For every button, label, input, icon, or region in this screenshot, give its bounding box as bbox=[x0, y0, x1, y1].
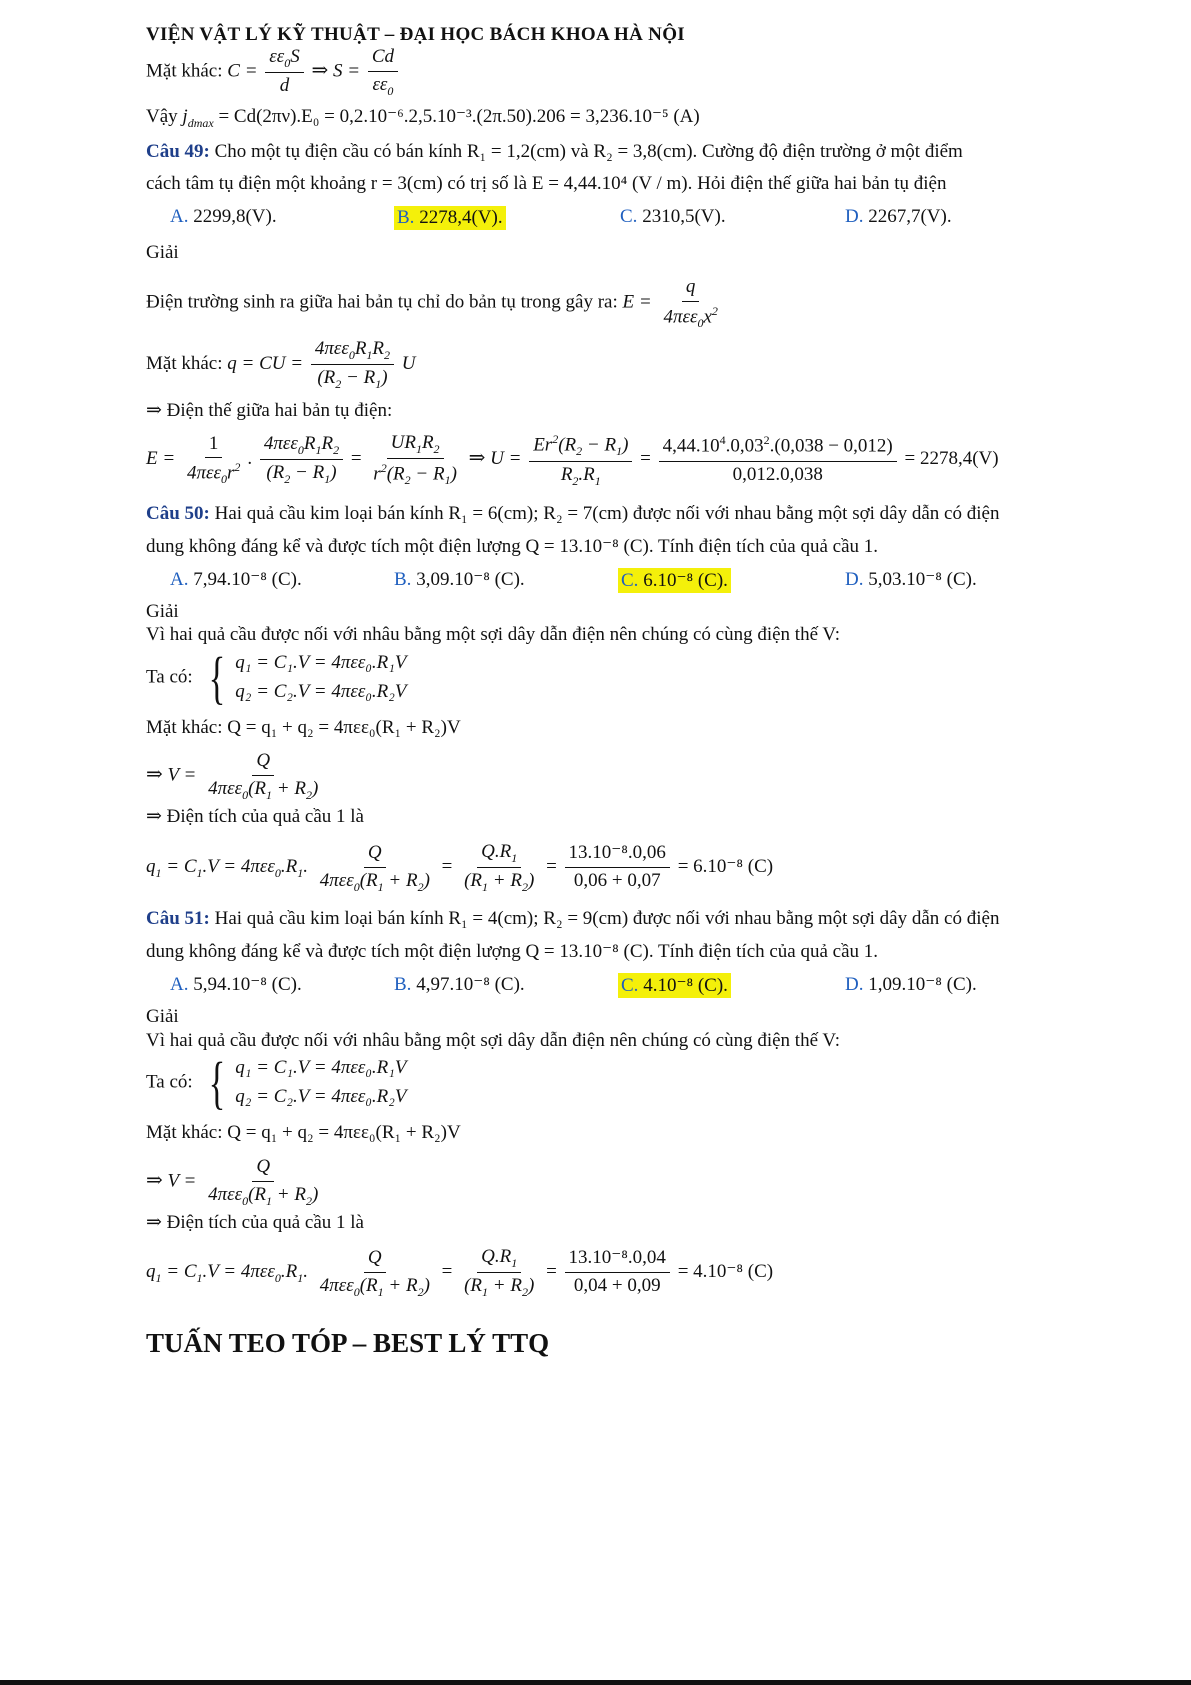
q51-system: Ta có: { q₁ = C₁.V = 4πεε₀.R₁V q₂ = C₂.V = 4πεε₀.R₂V bbox=[146, 1050, 407, 1115]
page-footer: TUẤN TEO TÓP – BEST LÝ TTQ bbox=[146, 1328, 550, 1358]
option-value: 4.10⁻⁸ (C). bbox=[643, 975, 728, 996]
q50-label: Câu 50: bbox=[146, 503, 210, 524]
option-key: A. bbox=[170, 569, 189, 590]
q49-solution-line3: ⇒ Điện thế giữa hai bản tụ điện: bbox=[146, 400, 393, 421]
option-value: 6.10⁻⁸ (C). bbox=[643, 570, 728, 591]
q50-taco: Ta có: bbox=[146, 666, 193, 688]
q50-option-a[interactable] bbox=[170, 568, 302, 591]
q50-denominator: 0,06 + 0,07 bbox=[573, 870, 661, 892]
q50-giai: Giải bbox=[146, 601, 179, 622]
page-header: VIỆN VẬT LÝ KỸ THUẬT – ĐẠI HỌC BÁCH KHOA HÀ NỘI bbox=[146, 24, 685, 45]
q49-option-c[interactable] bbox=[620, 206, 726, 228]
q49-option-b[interactable] bbox=[394, 206, 506, 230]
q49-line1-text: Điện trường sinh ra giữa hai bản tụ chỉ do bản tụ trong gây ra: bbox=[146, 291, 618, 313]
q50-option-b[interactable] bbox=[394, 568, 525, 591]
q50-text-line2: dung không đáng kể và được tích một điện lượng Q = 13.10⁻⁸ (C). Tính điện tích của quả cầu 1. bbox=[146, 536, 879, 557]
q50-options bbox=[0, 568, 1191, 598]
q51-option-a[interactable] bbox=[170, 973, 302, 996]
option-value: 2299,8(V). bbox=[193, 206, 277, 227]
q51-v-formula: ⇒ V = $\frac{Q}{4\pi\varepsilon\varepsilon_0(R_1 + R_2)}$ bbox=[146, 1156, 319, 1208]
option-value: 2267,7(V). bbox=[868, 206, 952, 227]
q50-solution-line1: Vì hai quả cầu được nối với nhâu bằng một sợi dây dẫn điện nên chúng có cùng điện thế V: bbox=[146, 624, 841, 645]
q50-result: = 6.10⁻⁸ (C) bbox=[677, 856, 774, 878]
option-value: 1,09.10⁻⁸ (C). bbox=[868, 974, 977, 995]
q49-giai: Giải bbox=[146, 242, 179, 263]
q49-option-a[interactable] bbox=[170, 206, 277, 228]
q51-taco: Ta có: bbox=[146, 1071, 193, 1093]
option-value: 3,09.10⁻⁸ (C). bbox=[416, 569, 525, 590]
option-key: B. bbox=[397, 207, 415, 228]
q51-text-line1 bbox=[146, 908, 999, 931]
q50-text1: Hai quả cầu kim loại bán kính R₁ = 6(cm); R₂ = 7(cm) được nối với nhau bằng một sợi dây dẫn có điện bbox=[214, 503, 1000, 524]
q51-giai: Giải bbox=[146, 1006, 179, 1027]
q49-line2-text: Mặt khác: bbox=[146, 353, 223, 375]
q49-option-d[interactable] bbox=[845, 206, 952, 228]
q49-solution-line2: Mặt khác: q = CU = $\frac{4\pi\varepsilon\varepsilon_0R_1R_2}{(R_2 - R_1)}$ U bbox=[146, 338, 416, 391]
option-key: D. bbox=[845, 206, 864, 227]
q49-result: = 2278,4(V) bbox=[904, 448, 999, 470]
q49-text-line2: cách tâm tụ điện một khoảng r = 3(cm) có trị số là E = 4,44.10⁴ (V / m). Hỏi điện thế giữa hai bản tụ điện bbox=[146, 173, 947, 194]
q50-text-line1 bbox=[146, 503, 999, 526]
option-value: 4,97.10⁻⁸ (C). bbox=[416, 974, 525, 995]
q49-text1: Cho một tụ điện cầu có bán kính R₁ = 1,2(cm) và R₂ = 3,8(cm). Cường độ điện trường ở một điểm bbox=[214, 141, 963, 162]
option-key: C. bbox=[621, 570, 639, 591]
option-value: 7,94.10⁻⁸ (C). bbox=[193, 569, 302, 590]
option-key: C. bbox=[621, 975, 639, 996]
q51-text-line2: dung không đáng kể và được tích một điện lượng Q = 13.10⁻⁸ (C). Tính điện tích của quả cầu 1. bbox=[146, 941, 879, 962]
option-key: B. bbox=[394, 569, 412, 590]
q49-options bbox=[0, 206, 1191, 236]
q51-option-b[interactable] bbox=[394, 973, 525, 996]
q51-sys1: q₁ = C₁.V = 4πεε₀.R₁V bbox=[235, 1057, 407, 1079]
q51-numerator: 13.10⁻⁸.0,04 bbox=[565, 1247, 670, 1273]
option-value: 2278,4(V). bbox=[419, 207, 503, 228]
q49-text-line1 bbox=[146, 141, 963, 164]
q51-options bbox=[0, 973, 1191, 1003]
q50-option-d[interactable] bbox=[845, 568, 977, 591]
q50-matkhac: Mặt khác: Q = q₁ + q₂ = 4πεε₀(R₁ + R₂)V bbox=[146, 717, 461, 738]
q50-option-c[interactable] bbox=[618, 568, 731, 593]
q51-option-c[interactable] bbox=[618, 973, 731, 998]
prev-result-line: Vậy $j_{dmax} = Cd(2\pi\nu).E_0 = 0,2.10^{-6}.2,5.10^{-3}.(2\pi.50).206 = 3,236.10^{-5}$ (A) bbox=[146, 106, 700, 130]
q50-sys1: q₁ = C₁.V = 4πεε₀.R₁V bbox=[235, 652, 407, 674]
option-key: C. bbox=[620, 206, 638, 227]
prev-formula-capacitance: Mặt khác: C = $\frac{\varepsilon\varepsilon_0S}{d}$ ⇒ S = $\frac{Cd}{\varepsilon\varepsilon_0}$ bbox=[146, 46, 401, 98]
option-value: 5,94.10⁻⁸ (C). bbox=[193, 974, 302, 995]
q50-system: Ta có: { q₁ = C₁.V = 4πεε₀.R₁V q₂ = C₂.V = 4πεε₀.R₂V bbox=[146, 645, 407, 710]
q51-result: = 4.10⁻⁸ (C) bbox=[677, 1261, 774, 1283]
option-value: 5,03.10⁻⁸ (C). bbox=[868, 569, 977, 590]
q51-final-equation: $q_1 = C_1.V = 4\pi\varepsilon\varepsilon_0.R_1$. $\frac{Q}{4\pi\varepsilon\varepsilon_0(R_1 + R_2)}$ = $\frac{Q.R_1}{(R_1 + R_2)}$ = $\frac{\text{13.10⁻⁸.0,04}}{0,04 + 0,09}$ = 4.10⁻⁸ (C) bbox=[146, 1246, 774, 1299]
option-key: A. bbox=[170, 974, 189, 995]
label-vay: Vậy bbox=[146, 106, 178, 127]
q51-solution-line1: Vì hai quả cầu được nối với nhâu bằng một sợi dây dẫn điện nên chúng có cùng điện thế V: bbox=[146, 1030, 841, 1051]
q50-sys2: q₂ = C₂.V = 4πεε₀.R₂V bbox=[235, 681, 407, 703]
q49-label: Câu 49: bbox=[146, 141, 210, 162]
label-mat-khac: Mặt khác: bbox=[146, 60, 223, 82]
q50-v-formula: ⇒ V = $\frac{Q}{4\pi\varepsilon\varepsilon_0(R_1 + R_2)}$ bbox=[146, 750, 319, 802]
q49-final-equation: E = $\frac{1}{4\pi\varepsilon\varepsilon_0r^2}$ . $\frac{4\pi\varepsilon\varepsilon_0R_1R_2}{(R_2 - R_1)}$ = $\frac{UR_1R_2}{r^2(R_2 - R_1)}$ ⇒ U = $\frac{Er^2(R_2 - R_1)}{R_2.R_1}$ = $\frac{4,44.10^4.0,03^2.(0,038 - 0,012)}{0,012.0,038}$ = 2278,4(V) bbox=[146, 432, 999, 488]
current-density-expression: = Cd(2πν).E₀ = 0,2.10⁻⁶.2,5.10⁻³.(2π.50).206 = 3,236.10⁻⁵ (A) bbox=[218, 106, 700, 127]
option-key: D. bbox=[845, 569, 864, 590]
q51-matkhac: Mặt khác: Q = q₁ + q₂ = 4πεε₀(R₁ + R₂)V bbox=[146, 1122, 461, 1143]
option-key: A. bbox=[170, 206, 189, 227]
option-key: B. bbox=[394, 974, 412, 995]
q49-solution-line1: Điện trường sinh ra giữa hai bản tụ chỉ do bản tụ trong gây ra: E = $\frac{q}{4\pi\varepsilon\varepsilon_0x^2}$ bbox=[146, 276, 718, 330]
q50-dien-tich: ⇒ Điện tích của quả cầu 1 là bbox=[146, 806, 364, 827]
option-value: 2310,5(V). bbox=[642, 206, 726, 227]
bottom-border bbox=[0, 1680, 1191, 1685]
q51-dien-tich: ⇒ Điện tích của quả cầu 1 là bbox=[146, 1212, 364, 1233]
q50-final-equation: $q_1 = C_1.V = 4\pi\varepsilon\varepsilon_0.R_1$. $\frac{Q}{4\pi\varepsilon\varepsilon_0(R_1 + R_2)}$ = $\frac{Q.R_1}{(R_1 + R_2)}$ = $\frac{\text{13.10⁻⁸.0,06}}{0,06 + 0,07}$ = 6.10⁻⁸ (C) bbox=[146, 841, 774, 894]
q51-text1: Hai quả cầu kim loại bán kính R₁ = 4(cm); R₂ = 9(cm) được nối với nhau bằng một sợi dây dẫn có điện bbox=[214, 908, 1000, 929]
q51-option-d[interactable] bbox=[845, 973, 977, 996]
q51-label: Câu 51: bbox=[146, 908, 210, 929]
q50-numerator: 13.10⁻⁸.0,06 bbox=[565, 842, 670, 868]
q51-sys2: q₂ = C₂.V = 4πεε₀.R₂V bbox=[235, 1086, 407, 1108]
option-key: D. bbox=[845, 974, 864, 995]
q51-denominator: 0,04 + 0,09 bbox=[573, 1275, 661, 1297]
